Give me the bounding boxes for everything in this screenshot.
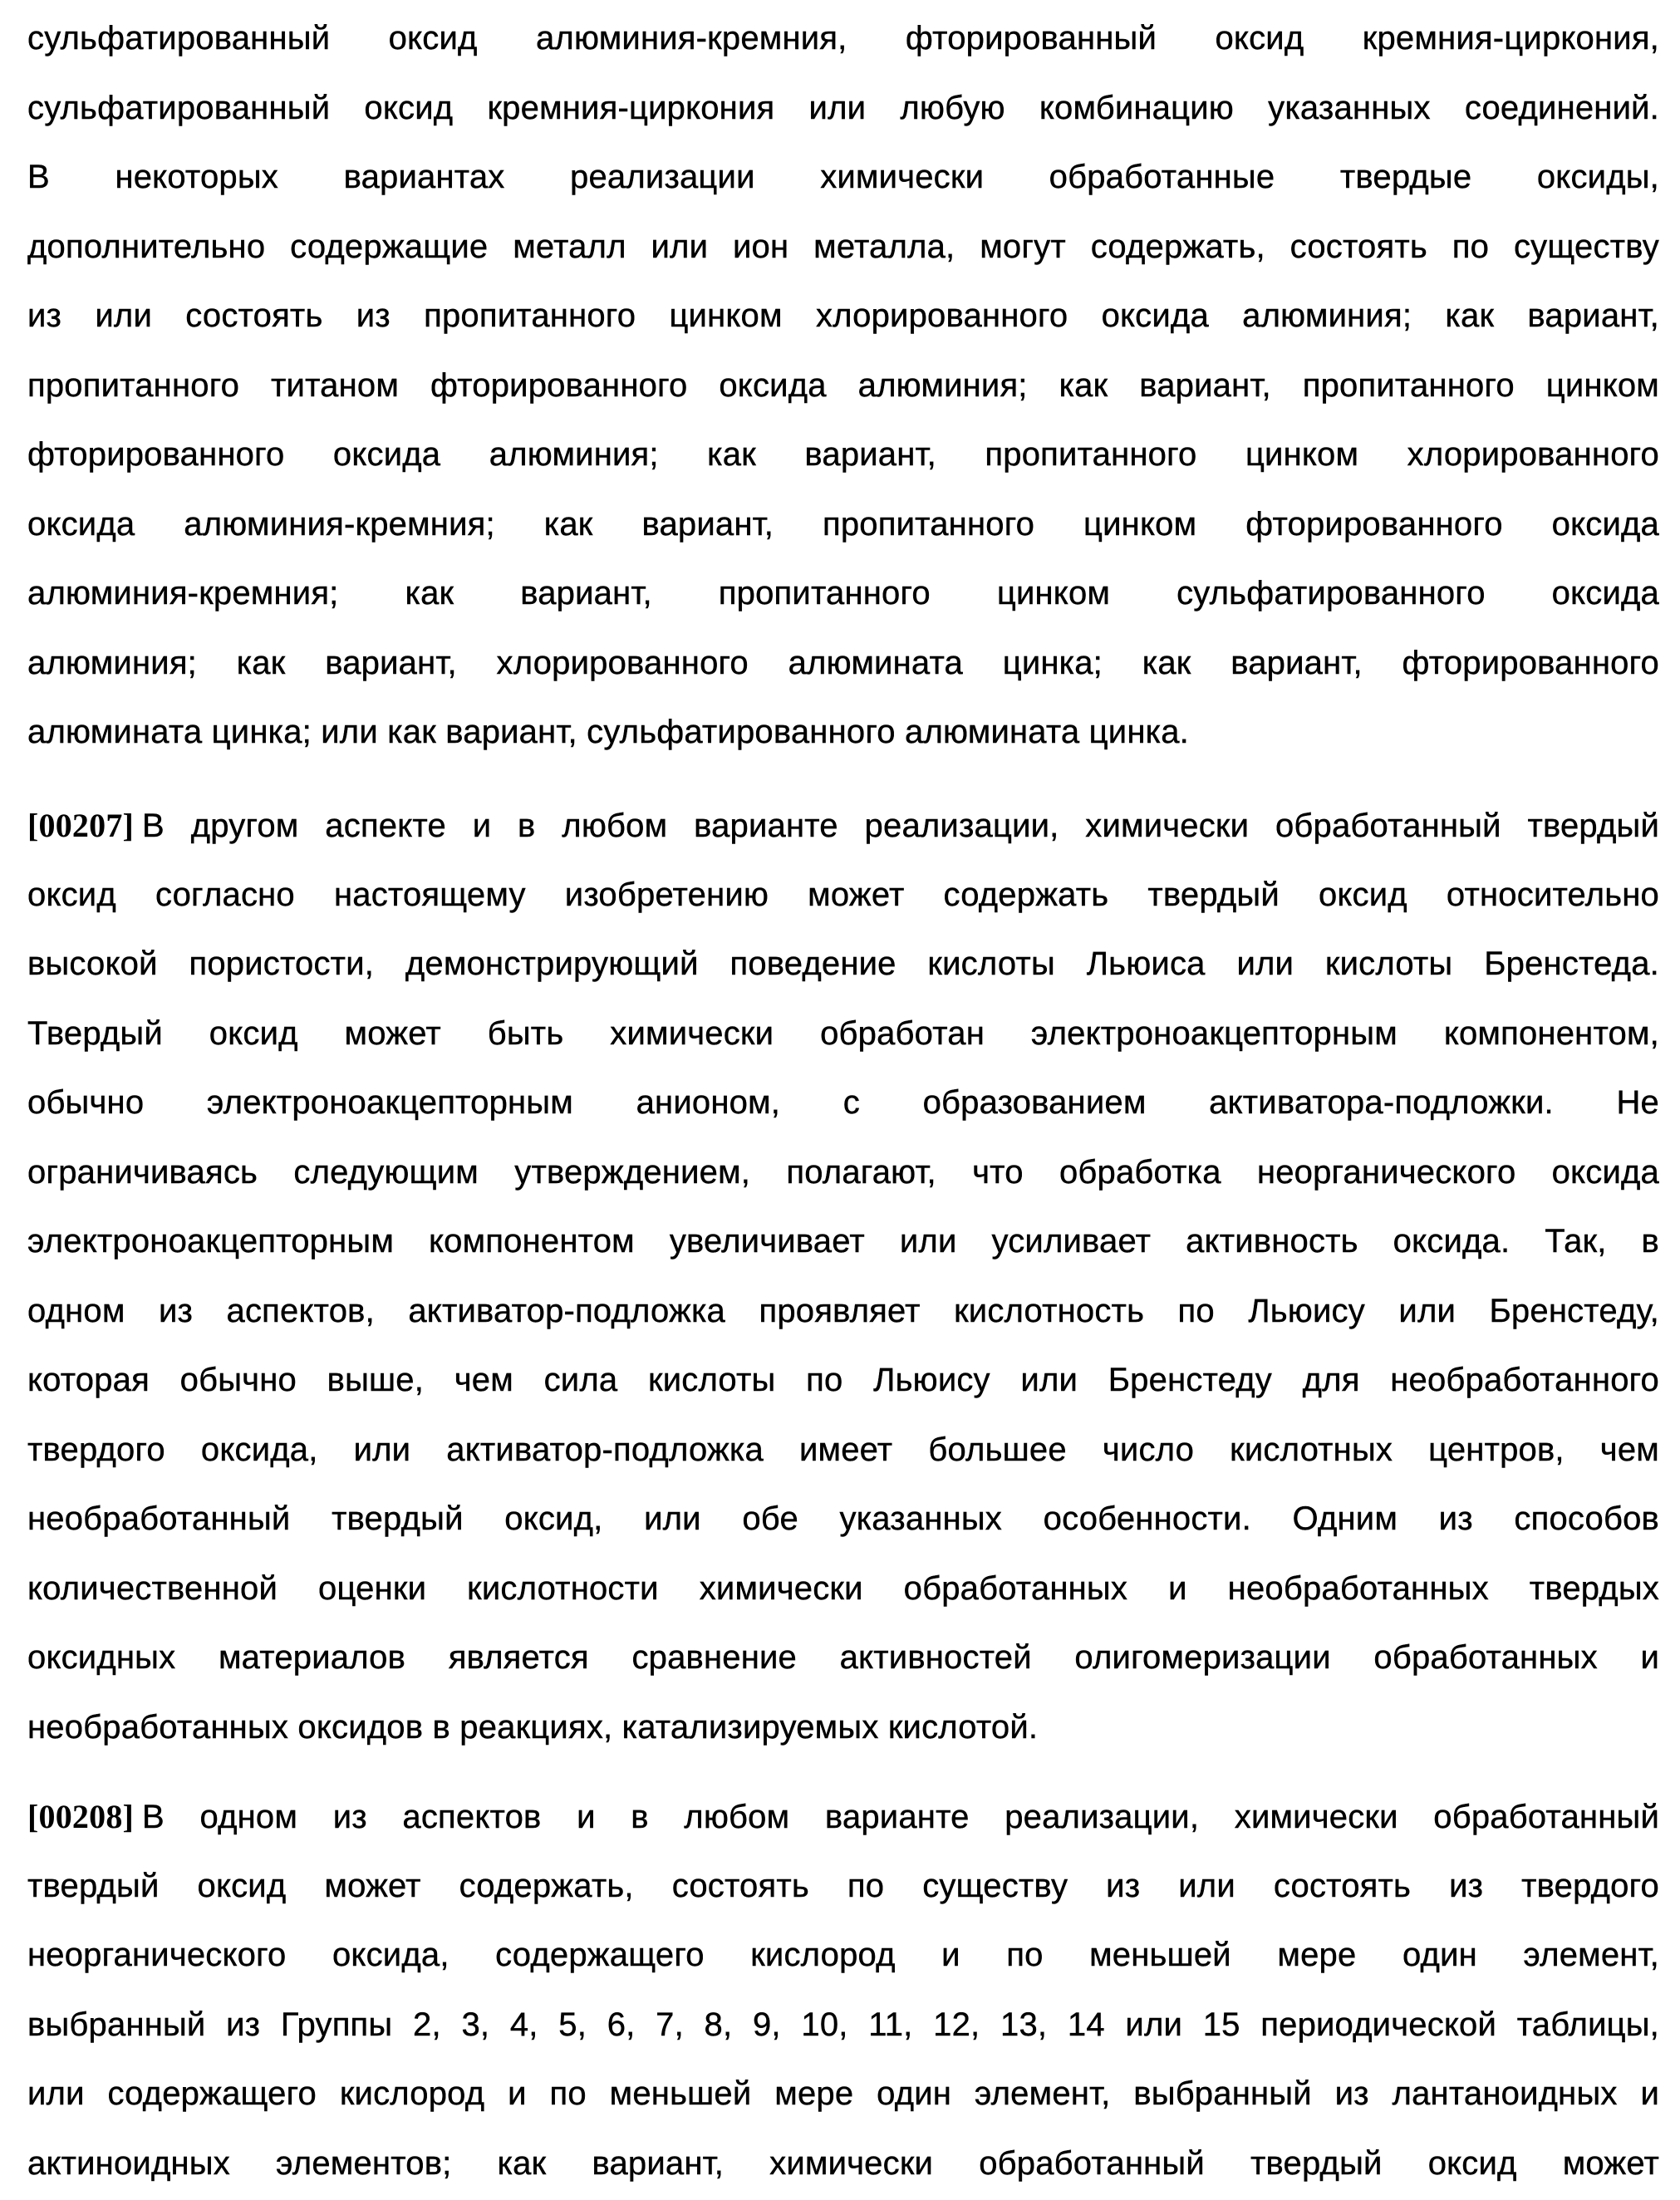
text-line: ограничиваясь следующим утверждением, полагают, что обработка неорганического оксида xyxy=(27,1153,1659,1191)
text-line: количественной оценки кислотности химически обработанных и необработанных твердых xyxy=(27,1569,1659,1607)
text-line-first xyxy=(27,1782,1659,1852)
text-line: В одном из аспектов и в любом варианте реализации, химически обработанный xyxy=(142,1799,1659,1835)
text-line: дополнительно содержащие металл или ион металла, могут содержать, состоять по существу xyxy=(27,228,1659,265)
text-line: из или состоять из пропитанного цинком хлорированного оксида алюминия; как вариант, xyxy=(27,297,1659,334)
paragraph-00208 xyxy=(27,1782,1659,2198)
text-line: твердый оксид может содержать, состоять по существу из или состоять из твердого xyxy=(27,1867,1659,1904)
text-line: В некоторых вариантах реализации химически обработанные твердые оксиды, xyxy=(27,159,1659,195)
text-line: оксид согласно настоящему изобретению может содержать твердый оксид относительно xyxy=(27,876,1659,913)
text-line: электроноакцепторным компонентом увеличивает или усиливает активность оксида. Так, в xyxy=(27,1223,1659,1260)
text-line: которая обычно выше, чем сила кислоты по Льюису или Бренстеду для необработанного xyxy=(27,1362,1659,1398)
paragraph-number: [00207] xyxy=(27,807,135,844)
paragraph-number: [00208] xyxy=(27,1798,135,1835)
paragraph-continuation xyxy=(27,4,1659,768)
text-line: необработанных оксидов в реакциях, катализируемых кислотой. xyxy=(27,1708,1039,1746)
text-line: твердого оксида, или активатор-подложка имеет большее число кислотных центров, чем xyxy=(27,1431,1659,1468)
text-line: одном из аспектов, активатор-подложка проявляет кислотность по Льюису или Бренстеду, xyxy=(27,1292,1659,1329)
text-line: необработанный твердый оксид, или обе указанных особенности. Одним из способов xyxy=(27,1500,1659,1537)
text-line: обычно электроноакцепторным анионом, с образованием активатора-подложки. Не xyxy=(27,1084,1659,1121)
text-line: В другом аспекте и в любом варианте реализации, химически обработанный твердый xyxy=(142,808,1659,844)
text-line: оксидных материалов является сравнение активностей олигомеризации обработанных и xyxy=(27,1639,1659,1676)
text-line: сульфатированный оксид алюминия-кремния, фторированный оксид кремния-циркония, xyxy=(27,20,1659,56)
text-line: сульфатированный оксид кремния-циркония или любую комбинацию указанных соединений. xyxy=(27,89,1659,126)
text-line: алюминия-кремния; как вариант, пропитанного цинком сульфатированного оксида xyxy=(27,575,1659,611)
text-line-first xyxy=(27,791,1659,861)
text-line: алюмината цинка; или как вариант, сульфатированного алюмината цинка. xyxy=(27,714,1189,750)
text-line: высокой пористости, демонстрирующий поведение кислоты Льюиса или кислоты Бренстеда. xyxy=(27,945,1659,982)
text-line: фторированного оксида алюминия; как вариант, пропитанного цинком хлорированного xyxy=(27,436,1659,473)
text-line: пропитанного титаном фторированного оксида алюминия; как вариант, пропитанного цинком xyxy=(27,366,1659,404)
text-line: неорганического оксида, содержащего кислород и по меньшей мере один элемент, xyxy=(27,1937,1659,1973)
text-line: актиноидных элементов; как вариант, химически обработанный твердый оксид может xyxy=(27,2144,1659,2182)
text-line: алюминия; как вариант, хлорированного алюмината цинка; как вариант, фторированного xyxy=(27,644,1659,681)
text-line: оксида алюминия-кремния; как вариант, пропитанного цинком фторированного оксида xyxy=(27,505,1659,543)
text-line: Твердый оксид может быть химически обработан электроноакцепторным компонентом, xyxy=(27,1014,1659,1052)
text-line: выбранный из Группы 2, 3, 4, 5, 6, 7, 8, 9, 10, 11, 12, 13, 14 или 15 периодической таблицы, xyxy=(27,2006,1659,2043)
text-line: или содержащего кислород и по меньшей мере один элемент, выбранный из лантаноидных и xyxy=(27,2075,1659,2112)
paragraph-00207 xyxy=(27,791,1659,1762)
